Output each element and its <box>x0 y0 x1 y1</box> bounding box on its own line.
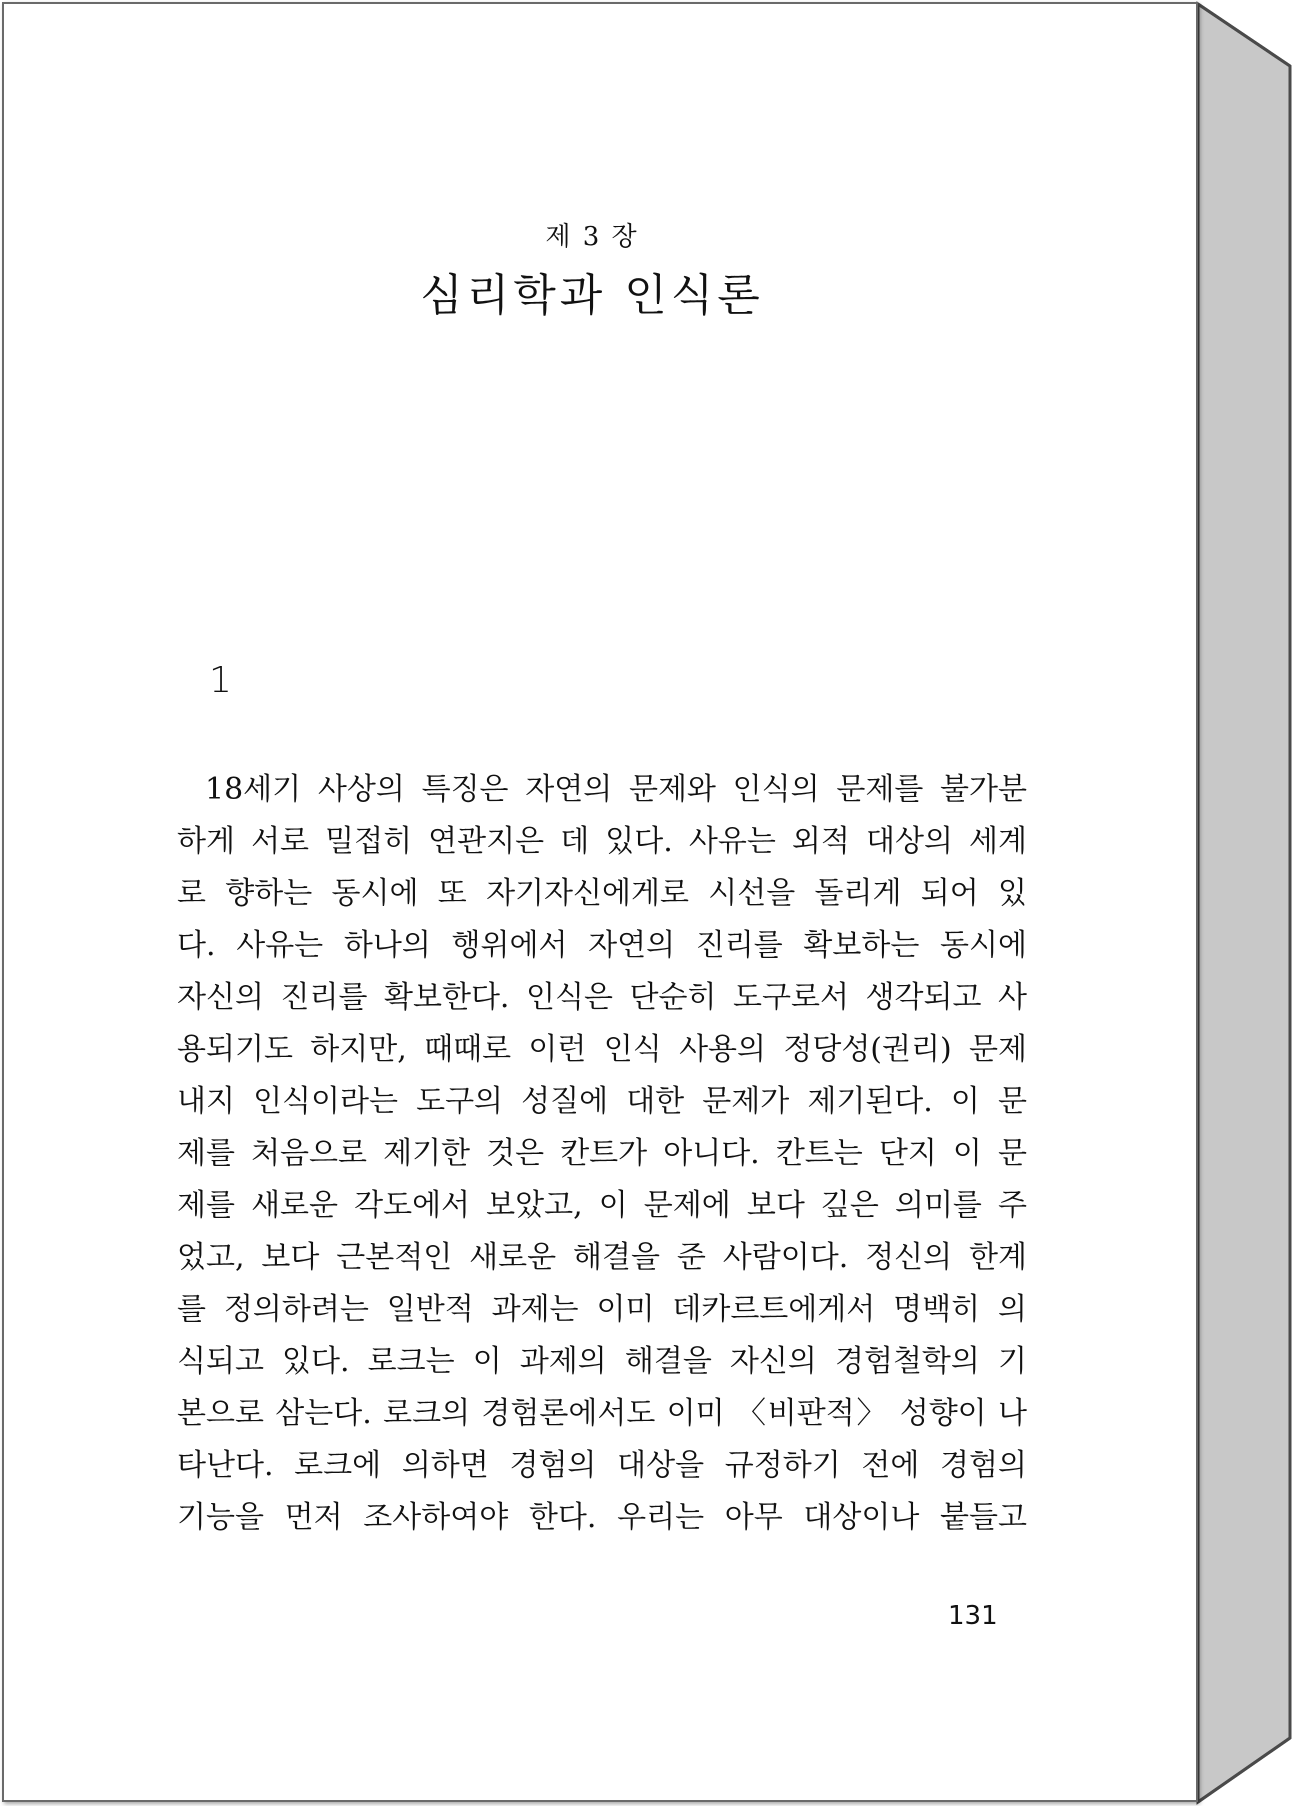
body-line: 제를 새로운 각도에서 보았고, 이 문제에 보다 깊은 의미를 주 <box>177 1188 1027 1223</box>
page-number: 131 <box>948 1601 998 1631</box>
body-line: 하게 서로 밀접히 연관지은 데 있다. 사유는 외적 대상의 세계 <box>177 824 1027 859</box>
page-stack-side <box>1198 4 1290 1802</box>
body-line: 본으로 삼는다. 로크의 경험론에서도 이미 〈비판적〉 성향이 나 <box>177 1396 1027 1431</box>
body-line: 기능을 먼저 조사하여야 한다. 우리는 아무 대상이나 붙들고 <box>177 1500 1027 1535</box>
body-line: 제를 처음으로 제기한 것은 칸트가 아니다. 칸트는 단지 이 문 <box>177 1136 1027 1171</box>
body-line: 자신의 진리를 확보한다. 인식은 단순히 도구로서 생각되고 사 <box>177 980 1027 1015</box>
body-text <box>177 764 1027 1544</box>
body-line: 타난다. 로크에 의하면 경험의 대상을 규정하기 전에 경험의 <box>177 1448 1027 1483</box>
body-line: 었고, 보다 근본적인 새로운 해결을 준 사람이다. 정신의 한계 <box>177 1240 1027 1275</box>
body-line: 식되고 있다. 로크는 이 과제의 해결을 자신의 경험철학의 기 <box>177 1344 1027 1379</box>
body-line: 를 정의하려는 일반적 과제는 이미 데카르트에게서 명백히 의 <box>177 1292 1027 1327</box>
body-line: 내지 인식이라는 도구의 성질에 대한 문제가 제기된다. 이 문 <box>177 1084 1027 1119</box>
book-page <box>2 2 1198 1802</box>
section-number: 1 <box>209 660 232 701</box>
body-line: 로 향하는 동시에 또 자기자신에게로 시선을 돌리게 되어 있 <box>177 876 1027 911</box>
body-line: 다. 사유는 하나의 행위에서 자연의 진리를 확보하는 동시에 <box>177 928 1027 963</box>
body-line: 18세기 사상의 특징은 자연의 문제와 인식의 문제를 불가분 <box>205 772 1027 807</box>
chapter-label: 제 3 장 <box>545 222 639 252</box>
chapter-title: 심리학과 인식론 <box>420 270 764 321</box>
body-line: 용되기도 하지만, 때때로 이런 인식 사용의 정당성(권리) 문제 <box>177 1032 1027 1067</box>
